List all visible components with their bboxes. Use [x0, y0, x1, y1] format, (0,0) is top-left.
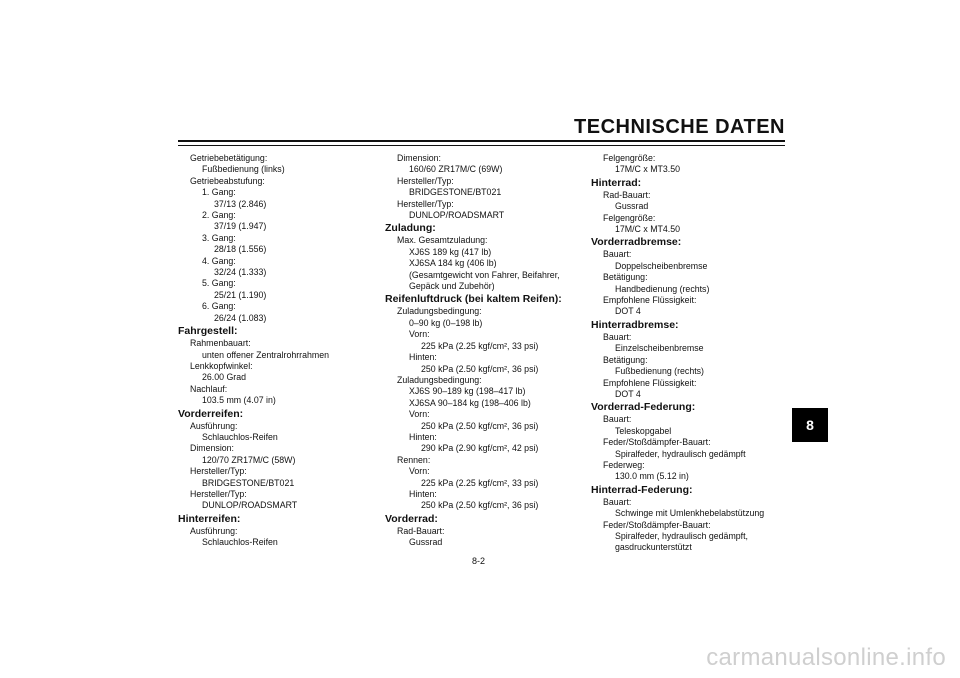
spec-line: 250 kPa (2.50 kgf/cm², 36 psi) — [421, 420, 539, 431]
section-heading: Hinterrad-Federung: — [591, 483, 693, 496]
spec-line: Zuladungsbedingung: — [397, 374, 482, 385]
spec-line: Gussrad — [615, 201, 649, 212]
spec-line: Lenkkopfwinkel: — [190, 360, 253, 371]
spec-line: Dimension: — [397, 153, 442, 163]
spec-line: Ausführung: — [190, 420, 238, 431]
spec-line: BRIDGESTONE/BT021 — [409, 187, 502, 198]
spec-line: Hersteller/Typ: — [190, 488, 247, 499]
spec-line: Vorn: — [409, 409, 430, 420]
spec-column-1 — [178, 153, 329, 549]
spec-line: Hinten: — [409, 488, 437, 499]
spec-line: Getriebebetätigung: — [190, 153, 268, 163]
spec-line: Fußbedienung (rechts) — [615, 366, 704, 377]
spec-line: Schwinge mit Umlenkhebelabstützung — [615, 508, 765, 519]
spec-line: 130.0 mm (5.12 in) — [615, 471, 689, 482]
spec-line: Spiralfeder, hydraulisch gedämpft — [615, 448, 746, 459]
section-heading: Reifenluftdruck (bei kaltem Reifen): — [385, 293, 562, 306]
spec-line: DOT 4 — [615, 306, 641, 317]
spec-line: 26.00 Grad — [202, 372, 247, 383]
spec-line: XJ6S 90–189 kg (198–417 lb) — [409, 386, 526, 397]
spec-line: 120/70 ZR17M/C (58W) — [202, 454, 296, 465]
spec-line: 5. Gang: — [202, 278, 236, 289]
spec-line: Schlauchlos-Reifen — [202, 431, 278, 442]
spec-line: Doppelscheibenbremse — [615, 260, 708, 271]
spec-line: Fußbedienung (links) — [202, 164, 285, 175]
spec-line: Ausführung: — [190, 525, 238, 536]
watermark: carmanualsonline.info — [706, 644, 946, 671]
spec-line: (Gesamtgewicht von Fahrer, Beifahrer, — [409, 269, 560, 280]
spec-line: Bauart: — [603, 496, 632, 507]
spec-line: 25/21 (1.190) — [214, 289, 267, 300]
section-heading: Fahrgestell: — [178, 325, 238, 338]
spec-line: XJ6SA 90–184 kg (198–406 lb) — [409, 397, 531, 408]
spec-line: 160/60 ZR17M/C (69W) — [409, 164, 503, 175]
spec-line: XJ6SA 184 kg (406 lb) — [409, 258, 497, 269]
spec-line: 4. Gang: — [202, 255, 236, 266]
section-heading: Vorderreifen: — [178, 407, 244, 420]
spec-line: Spiralfeder, hydraulisch gedämpft, — [615, 530, 749, 541]
spec-line: Einzelscheibenbremse — [615, 343, 704, 354]
spec-line: Gussrad — [409, 537, 443, 548]
spec-line: Empfohlene Flüssigkeit: — [603, 377, 697, 388]
spec-line: Rad-Bauart: — [397, 525, 445, 536]
spec-line: 32/24 (1.333) — [214, 267, 267, 278]
spec-line: unten offener Zentralrohrrahmen — [202, 349, 329, 360]
section-heading: Vorderradbremse: — [591, 236, 682, 249]
spec-line: Betätigung: — [603, 272, 648, 283]
spec-line: 290 kPa (2.90 kgf/cm², 42 psi) — [421, 443, 539, 454]
section-heading: Hinterreifen: — [178, 512, 241, 525]
title-rule-thin — [178, 145, 785, 146]
spec-line: Hinten: — [409, 431, 437, 442]
spec-line: Nachlauf: — [190, 383, 228, 394]
chapter-tab: 8 — [792, 408, 828, 442]
spec-line: Getriebeabstufung: — [190, 175, 265, 186]
spec-line: BRIDGESTONE/BT021 — [202, 477, 295, 488]
spec-line: DUNLOP/ROADSMART — [202, 500, 298, 511]
section-heading: Vorderrad-Federung: — [591, 401, 696, 414]
spec-line: Felgengröße: — [603, 153, 656, 163]
spec-line: Feder/Stoßdämpfer-Bauart: — [603, 519, 711, 530]
spec-line: Schlauchlos-Reifen — [202, 537, 278, 548]
spec-line: 6. Gang: — [202, 301, 236, 312]
spec-line: DOT 4 — [615, 388, 641, 399]
spec-line: 28/18 (1.556) — [214, 244, 267, 255]
spec-column-3 — [591, 153, 764, 554]
spec-line: Hersteller/Typ: — [397, 175, 454, 186]
spec-line: gasdruckunterstützt — [615, 542, 692, 553]
section-heading: Hinterrad: — [591, 176, 642, 189]
spec-line: Empfohlene Flüssigkeit: — [603, 295, 697, 306]
spec-line: Max. Gesamtzuladung: — [397, 235, 488, 246]
spec-line: Betätigung: — [603, 354, 648, 365]
section-heading: Zuladung: — [385, 222, 436, 235]
spec-line: XJ6S 189 kg (417 lb) — [409, 246, 492, 257]
spec-line: 37/19 (1.947) — [214, 221, 267, 232]
spec-line: Rahmenbauart: — [190, 338, 251, 349]
spec-line: Hinten: — [409, 352, 437, 363]
section-heading: Hinterradbremse: — [591, 318, 679, 331]
spec-line: Hersteller/Typ: — [190, 466, 247, 477]
spec-line: 225 kPa (2.25 kgf/cm², 33 psi) — [421, 477, 539, 488]
page-number: 8-2 — [472, 556, 486, 566]
spec-line: Rad-Bauart: — [603, 189, 651, 200]
spec-line: Vorn: — [409, 329, 430, 340]
spec-line: Teleskopgabel — [615, 425, 672, 436]
spec-line: Rennen: — [397, 454, 431, 465]
spec-line: 250 kPa (2.50 kgf/cm², 36 psi) — [421, 363, 539, 374]
spec-line: Dimension: — [190, 443, 235, 454]
spec-line: 103.5 mm (4.07 in) — [202, 395, 276, 406]
spec-line: 17M/C x MT3.50 — [615, 164, 681, 175]
spec-line: Hersteller/Typ: — [397, 198, 454, 209]
spec-line: Gepäck und Zubehör) — [409, 281, 495, 292]
spec-line: 225 kPa (2.25 kgf/cm², 33 psi) — [421, 340, 539, 351]
page-title: TECHNISCHE DATEN — [574, 116, 785, 138]
spec-line: 17M/C x MT4.50 — [615, 224, 681, 235]
spec-line: 1. Gang: — [202, 187, 236, 198]
spec-line: 0–90 kg (0–198 lb) — [409, 317, 483, 328]
spec-line: 250 kPa (2.50 kgf/cm², 36 psi) — [421, 500, 539, 511]
spec-line: Federweg: — [603, 459, 645, 470]
spec-line: Vorn: — [409, 466, 430, 477]
spec-line: Felgengröße: — [603, 212, 656, 223]
spec-line: Zuladungsbedingung: — [397, 306, 482, 317]
spec-line: 37/13 (2.846) — [214, 198, 267, 209]
spec-column-2 — [385, 153, 562, 549]
spec-line: Handbedienung (rechts) — [615, 283, 710, 294]
section-heading: Vorderrad: — [385, 512, 438, 525]
spec-line: 2. Gang: — [202, 210, 236, 221]
spec-line: Feder/Stoßdämpfer-Bauart: — [603, 437, 711, 448]
spec-line: Bauart: — [603, 414, 632, 425]
spec-line: 26/24 (1.083) — [214, 312, 267, 323]
spec-line: Bauart: — [603, 331, 632, 342]
spec-line: Bauart: — [603, 249, 632, 260]
spec-line: DUNLOP/ROADSMART — [409, 210, 505, 221]
spec-line: 3. Gang: — [202, 232, 236, 243]
title-rule-thick — [178, 140, 785, 142]
